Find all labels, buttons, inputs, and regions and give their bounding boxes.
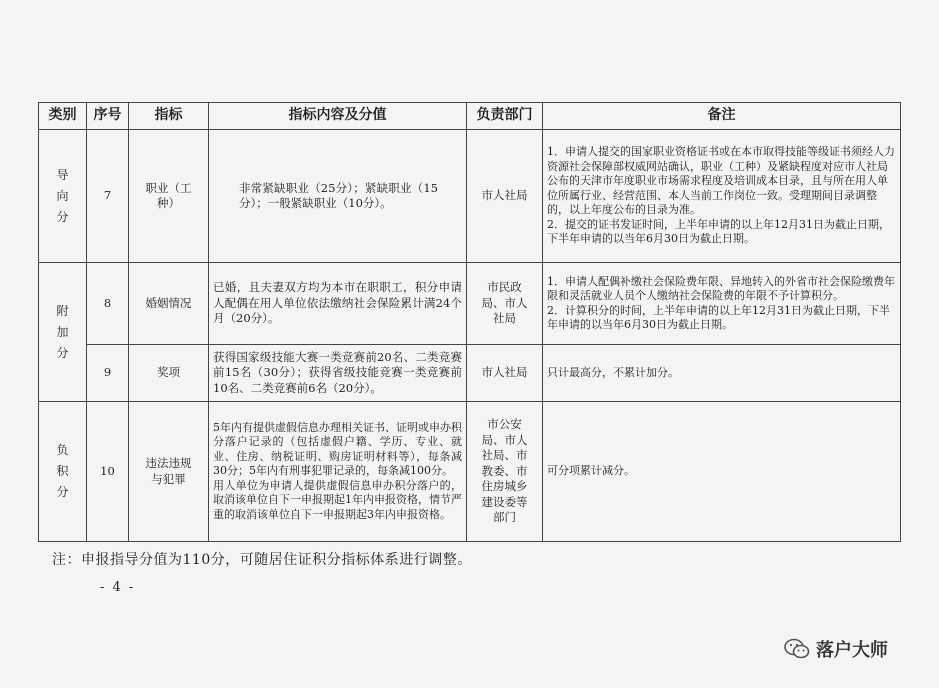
indicator-content: 5年内有提供虚假信息办理相关证书、证明或申办积分落户记录的（包括虚假户籍、学历、专业、就业、住房、纳税证明、购房证明材料等），每条减30分；5年内有刑事犯罪记录的，每条减100分。 用人单位为申请人提供虚假信息申办积分落户的，取消该单位自下一申报期起1年内申报资格，情节严重的取消该单位自下一申报期起3年内申报资格。 (209, 402, 467, 542)
category-cell (39, 402, 87, 542)
header-number: 序号 (87, 103, 129, 130)
remark: 只计最高分，不累计加分。 (543, 345, 901, 402)
indicator-content: 已婚，且夫妻双方均为本市在职职工，积分申请人配偶在用人单位依法缴纳社会保险累计满24个月（20分）。 (209, 263, 467, 345)
category-text: 负积分 (56, 443, 69, 499)
watermark-text: 落户大师 (816, 640, 888, 661)
indicator-name: 违法违规与犯罪 (129, 402, 209, 542)
header-indicator: 指标 (129, 103, 209, 130)
page-number: - 4 - (100, 580, 136, 595)
watermark (784, 636, 888, 662)
remark: 1．申请人配偶补缴社会保险费年限、异地转入的外省市社会保险缴费年限和灵活就业人员个人缴纳社会保险费的年限不予计算积分。 2．计算积分的时间，上半年申请的以上年12月31日为截止日期，下半年申请的以当年6月30日为截止日期。 (543, 263, 901, 345)
indicator-name: 奖项 (129, 345, 209, 402)
category-text: 导向分 (56, 167, 69, 224)
header-category: 类别 (39, 103, 87, 130)
header-content: 指标内容及分值 (209, 103, 467, 130)
table-row (39, 345, 901, 402)
row-number: 8 (87, 263, 129, 345)
indicator-name: 婚姻情况 (129, 263, 209, 345)
points-table (38, 102, 901, 542)
footnote: 注：申报指导分值为110分，可随居住证积分指标体系进行调整。 (52, 552, 472, 568)
row-number: 9 (87, 345, 129, 402)
row-number: 7 (87, 130, 129, 263)
header-remark: 备注 (543, 103, 901, 130)
category-cell (39, 130, 87, 263)
row-number: 10 (87, 402, 129, 542)
category-cell (39, 263, 87, 402)
indicator-content: 获得国家级技能大赛一类竞赛前20名、二类竞赛前15名（30分）；获得省级技能竞赛一类竞赛前10名、二类竞赛前6名（20分）。 (209, 345, 467, 402)
indicator-content: 非常紧缺职业（25分）；紧缺职业（15分）；一般紧缺职业（10分）。 (209, 130, 467, 263)
wechat-icon (784, 638, 810, 660)
indicator-name: 职业（工种） (129, 130, 209, 263)
department: 市公安局、市人社局、市教委、市住房城乡建设委等部门 (467, 402, 543, 542)
table-row (39, 130, 901, 263)
remark: 可分项累计减分。 (543, 402, 901, 542)
department: 市人社局 (467, 345, 543, 402)
table-header-row (39, 103, 901, 130)
table-row (39, 402, 901, 542)
department: 市民政局、市人社局 (467, 263, 543, 345)
header-department: 负责部门 (467, 103, 543, 130)
department: 市人社局 (467, 130, 543, 263)
category-text: 附加分 (56, 303, 69, 360)
remark: 1．申请人提交的国家职业资格证书或在本市取得技能等级证书须经人力资源社会保障部权威网站确认，职业（工种）及紧缺程度对应市人社局公布的天津市年度职业市场需求程度及培训成本目录，且与所在用人单位所属行业、经营范围、本人当前工作岗位一致。受理期间目录调整的，以上年度公布的目录为准。 2．提交的证书发证时间，上半年申请的以上年12月31日为截止日期，下半年申请的以当年6月30日为截止日期。 (543, 130, 901, 263)
table-row (39, 263, 901, 345)
